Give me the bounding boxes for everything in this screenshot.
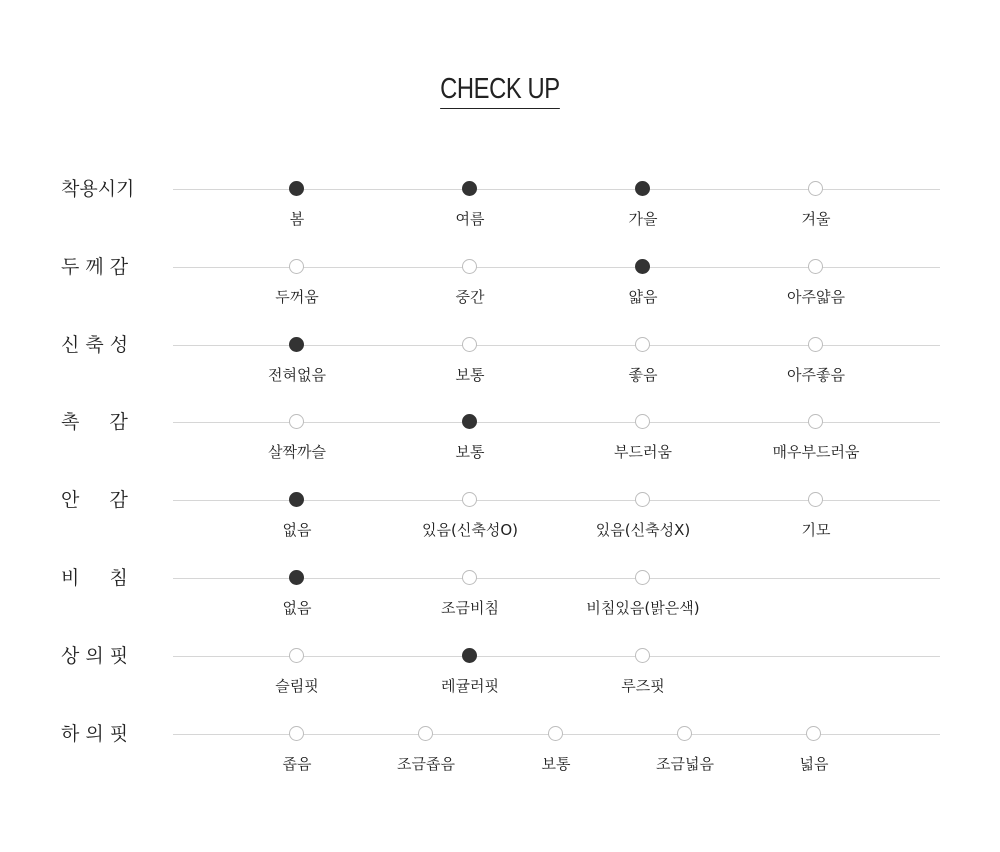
option-label: 부드러움 [614,443,672,461]
option-label: 매우부드러움 [772,443,860,461]
option-label: 아주좋음 [787,366,845,384]
option-label: 살짝까슬 [268,443,326,461]
check-row [0,567,1000,638]
option-dot [635,492,650,507]
option-dot [289,726,304,741]
option-dot [462,570,477,585]
check-up-title [0,72,1000,112]
option-dot [806,726,821,741]
option-label: 가을 [628,210,658,228]
option-label: 중간 [455,288,485,306]
option-dot [808,181,823,196]
option-dot [635,648,650,663]
option-dot [808,259,823,274]
option-label: 슬림핏 [275,677,319,695]
option-dot-selected [462,648,477,663]
option-label: 조금좁음 [397,755,455,773]
option-dot [808,414,823,429]
option-dot-selected [289,181,304,196]
option-label: 루즈핏 [621,677,665,695]
row-label: 안 감 [61,489,128,511]
check-row [0,489,1000,560]
row-label: 신 축 성 [61,334,129,356]
option-dot-selected [635,181,650,196]
option-label: 좋음 [628,366,658,384]
option-dot [808,337,823,352]
row-label: 촉 감 [61,411,128,433]
option-dot [462,259,477,274]
option-label: 겨울 [801,210,831,228]
option-label: 여름 [455,210,485,228]
row-label: 비 침 [61,567,128,589]
option-dot-selected [289,570,304,585]
check-row [0,334,1000,405]
option-label: 전혀없음 [268,366,326,384]
check-row [0,723,1000,794]
option-label: 레귤러핏 [441,677,499,695]
option-label: 아주얇음 [787,288,845,306]
option-label: 좁음 [282,755,312,773]
option-label: 얇음 [628,288,658,306]
option-label: 조금넓음 [656,755,714,773]
check-row [0,645,1000,716]
option-dot [635,337,650,352]
option-dot [635,414,650,429]
option-dot [808,492,823,507]
option-label: 비침있음(밝은색) [586,599,700,617]
row-label: 두 께 감 [61,256,129,278]
row-label: 상 의 핏 [61,645,129,667]
option-dot-selected [289,337,304,352]
option-dot [635,570,650,585]
option-dot-selected [635,259,650,274]
option-dot [289,259,304,274]
option-label: 봄 [289,210,305,228]
check-row [0,256,1000,327]
option-label: 있음(신축성O) [422,521,518,539]
row-label: 착용시기 [61,178,135,200]
option-dot [677,726,692,741]
page-title: CHECK UP [440,72,560,109]
option-label: 없음 [282,521,312,539]
option-dot [418,726,433,741]
option-label: 보통 [455,443,485,461]
option-dot [289,414,304,429]
option-label: 있음(신축성X) [595,521,691,539]
check-row [0,178,1000,249]
option-dot [462,337,477,352]
option-dot-selected [289,492,304,507]
option-label: 넓음 [799,755,829,773]
option-dot [289,648,304,663]
option-dot [548,726,563,741]
option-dot [462,492,477,507]
option-label: 두꺼움 [275,288,319,306]
option-label: 없음 [282,599,312,617]
option-label: 기모 [801,521,831,539]
option-label: 조금비침 [441,599,499,617]
option-dot-selected [462,414,477,429]
option-label: 보통 [455,366,485,384]
option-dot-selected [462,181,477,196]
check-row [0,411,1000,482]
option-label: 보통 [541,755,571,773]
row-label: 하 의 핏 [61,723,129,745]
